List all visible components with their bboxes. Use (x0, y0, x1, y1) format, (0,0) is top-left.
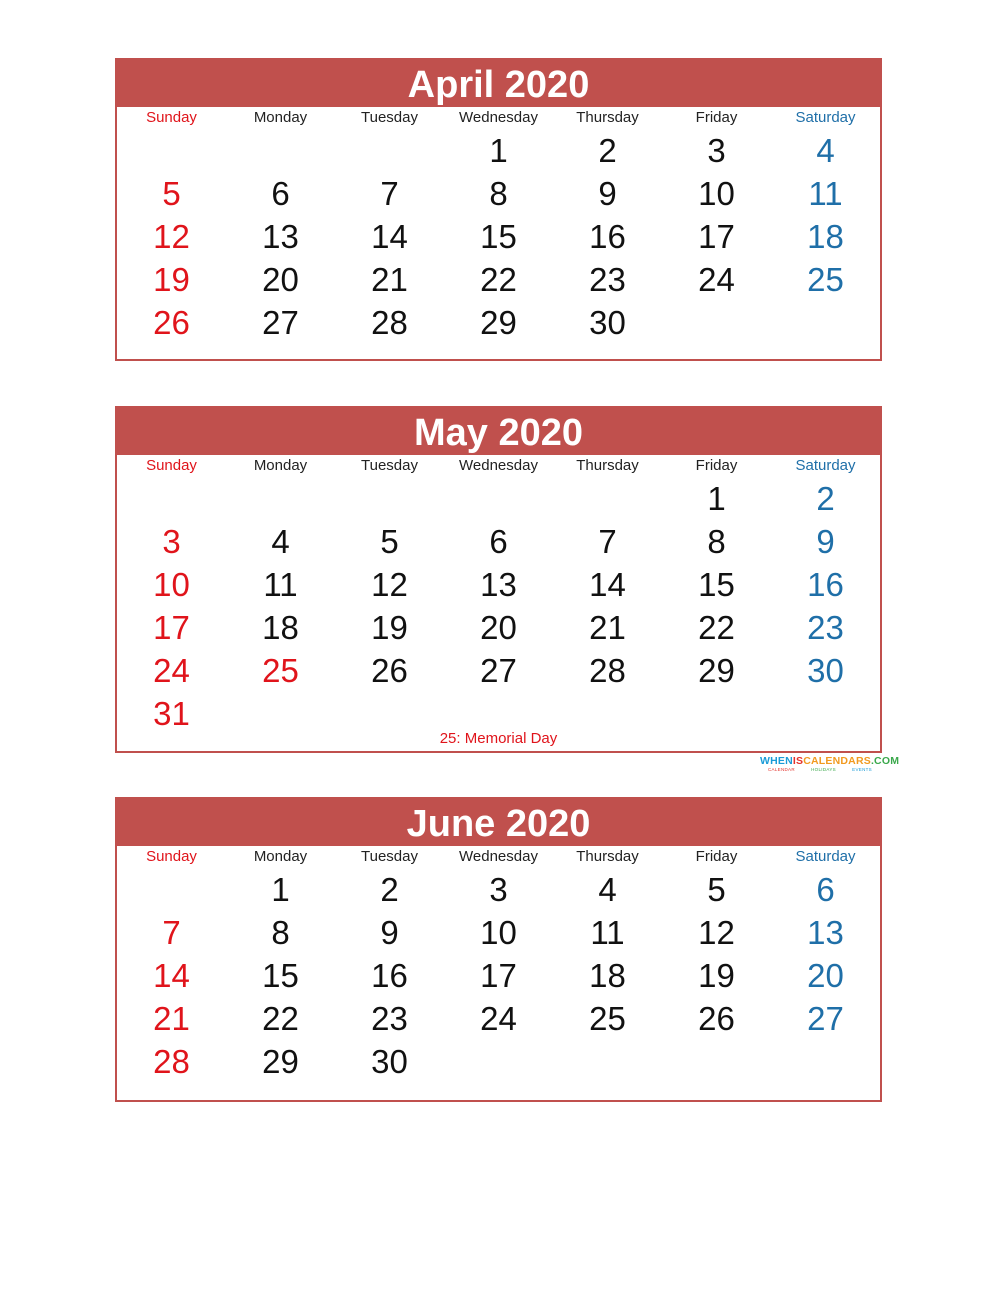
weekday-label-saturday: Saturday (795, 109, 856, 126)
weekday-header-row (117, 846, 880, 868)
day-cell: 16 (371, 957, 408, 994)
day-cell: 28 (371, 304, 408, 341)
day-cell: 17 (480, 957, 517, 994)
weekday-label-monday: Monday (253, 457, 308, 474)
day-cell: 2 (380, 871, 399, 908)
day-cell: 3 (162, 523, 181, 560)
day-cell: 26 (698, 1000, 735, 1037)
day-cell: 29 (262, 1043, 299, 1080)
day-cell: 6 (489, 523, 508, 560)
weekday-label-tuesday: Tuesday (361, 848, 418, 865)
weekday-label-wednesday: Wednesday (459, 109, 538, 126)
day-cell: 5 (707, 871, 726, 908)
day-cell: 19 (371, 609, 408, 646)
month-title: April 2020 (117, 60, 880, 107)
day-cell: 9 (598, 175, 617, 212)
weekday-label-sunday: Sunday (146, 848, 197, 865)
weekday-label-tuesday: Tuesday (361, 457, 418, 474)
day-cell: 20 (262, 261, 299, 298)
logo-tagline (760, 767, 880, 773)
day-cell: 7 (598, 523, 617, 560)
day-cell: 21 (589, 609, 626, 646)
day-cell: 17 (698, 218, 735, 255)
day-cell: 3 (489, 871, 508, 908)
day-cell: 26 (371, 652, 408, 689)
day-cell: 30 (807, 652, 844, 689)
day-cell: 29 (698, 652, 735, 689)
day-cell: 15 (480, 218, 517, 255)
weekday-label-thursday: Thursday (576, 848, 639, 865)
logo-part: WHEN (760, 755, 793, 767)
day-cell: 22 (262, 1000, 299, 1037)
logo-tagline-item: CALENDAR (768, 767, 795, 772)
logo-wordmark (760, 755, 900, 767)
weekday-label-tuesday: Tuesday (361, 109, 418, 126)
day-cell: 18 (262, 609, 299, 646)
logo-tagline-item: EVENTS (852, 767, 872, 772)
day-cell: 13 (480, 566, 517, 603)
holiday-note: 25: Memorial Day (439, 730, 558, 747)
day-cell: 28 (589, 652, 626, 689)
day-cell: 6 (816, 871, 835, 908)
day-grid (117, 868, 880, 1083)
month-title: June 2020 (117, 799, 880, 846)
day-cell: 2 (598, 132, 617, 169)
day-cell: 24 (480, 1000, 517, 1037)
day-cell: 11 (263, 566, 298, 603)
day-cell: 25 (807, 261, 844, 298)
day-cell: 12 (153, 218, 190, 255)
logo-part: .COM (870, 755, 900, 767)
day-cell: 23 (589, 261, 626, 298)
day-cell: 4 (816, 132, 835, 169)
day-cell: 15 (262, 957, 299, 994)
weekday-label-thursday: Thursday (576, 109, 639, 126)
day-cell: 1 (271, 871, 290, 908)
day-cell: 27 (480, 652, 517, 689)
day-cell: 28 (153, 1043, 190, 1080)
day-cell: 8 (271, 914, 290, 951)
day-cell: 10 (153, 566, 190, 603)
day-grid (117, 129, 880, 344)
day-cell: 30 (589, 304, 626, 341)
day-cell: 11 (808, 175, 843, 212)
day-cell: 14 (153, 957, 190, 994)
weekday-label-sunday: Sunday (146, 109, 197, 126)
day-cell: 5 (162, 175, 181, 212)
weekday-label-friday: Friday (695, 457, 738, 474)
weekday-header-row (117, 107, 880, 129)
weekday-label-monday: Monday (253, 109, 308, 126)
logo-part: CALENDARS (803, 755, 871, 767)
day-cell: 23 (807, 609, 844, 646)
day-cell: 13 (807, 914, 844, 951)
day-cell: 12 (371, 566, 408, 603)
day-cell: 23 (371, 1000, 408, 1037)
weekday-label-saturday: Saturday (795, 848, 856, 865)
weekday-label-sunday: Sunday (146, 457, 197, 474)
day-cell: 6 (271, 175, 290, 212)
day-cell: 21 (153, 1000, 190, 1037)
calendar-june (115, 797, 882, 1102)
weekday-label-monday: Monday (253, 848, 308, 865)
day-cell: 19 (698, 957, 735, 994)
day-cell: 27 (807, 1000, 844, 1037)
weekday-label-wednesday: Wednesday (459, 848, 538, 865)
day-cell: 20 (807, 957, 844, 994)
day-cell: 14 (371, 218, 408, 255)
day-cell: 17 (153, 609, 190, 646)
day-cell: 30 (371, 1043, 408, 1080)
day-cell: 8 (707, 523, 726, 560)
day-cell: 29 (480, 304, 517, 341)
day-cell: 7 (162, 914, 181, 951)
day-cell: 22 (480, 261, 517, 298)
day-cell: 10 (480, 914, 517, 951)
logo-tagline-item: HOLIDAYS (811, 767, 836, 772)
day-cell: 26 (153, 304, 190, 341)
day-cell: 1 (489, 132, 508, 169)
day-cell: 20 (480, 609, 517, 646)
weekday-label-friday: Friday (695, 109, 738, 126)
day-cell: 18 (807, 218, 844, 255)
day-cell: 14 (589, 566, 626, 603)
day-cell: 10 (698, 175, 735, 212)
day-cell: 18 (589, 957, 626, 994)
calendar-may (115, 406, 882, 753)
day-grid (117, 477, 880, 735)
day-cell: 7 (380, 175, 399, 212)
day-cell: 21 (371, 261, 408, 298)
day-cell: 24 (153, 652, 190, 689)
day-cell: 1 (707, 480, 726, 517)
day-cell: 2 (816, 480, 835, 517)
day-cell: 5 (380, 523, 399, 560)
month-title: May 2020 (117, 408, 880, 455)
day-cell: 25 (589, 1000, 626, 1037)
day-cell: 13 (262, 218, 299, 255)
logo-part: IS (792, 755, 804, 767)
day-cell: 19 (153, 261, 190, 298)
day-cell: 8 (489, 175, 508, 212)
day-cell: 11 (590, 914, 625, 951)
weekday-label-thursday: Thursday (576, 457, 639, 474)
day-cell: 3 (707, 132, 726, 169)
day-cell: 9 (380, 914, 399, 951)
day-cell: 15 (698, 566, 735, 603)
weekday-label-saturday: Saturday (795, 457, 856, 474)
day-cell: 12 (698, 914, 735, 951)
weekday-label-friday: Friday (695, 848, 738, 865)
day-cell: 25 (262, 652, 299, 689)
day-cell: 16 (589, 218, 626, 255)
day-cell: 16 (807, 566, 844, 603)
day-cell: 22 (698, 609, 735, 646)
weekday-label-wednesday: Wednesday (459, 457, 538, 474)
weekday-header-row (117, 455, 880, 477)
site-logo (760, 755, 900, 773)
day-cell: 31 (153, 695, 190, 732)
day-cell: 24 (698, 261, 735, 298)
day-cell: 4 (598, 871, 617, 908)
day-cell: 4 (271, 523, 290, 560)
calendar-april (115, 58, 882, 361)
day-cell: 27 (262, 304, 299, 341)
day-cell: 9 (816, 523, 835, 560)
